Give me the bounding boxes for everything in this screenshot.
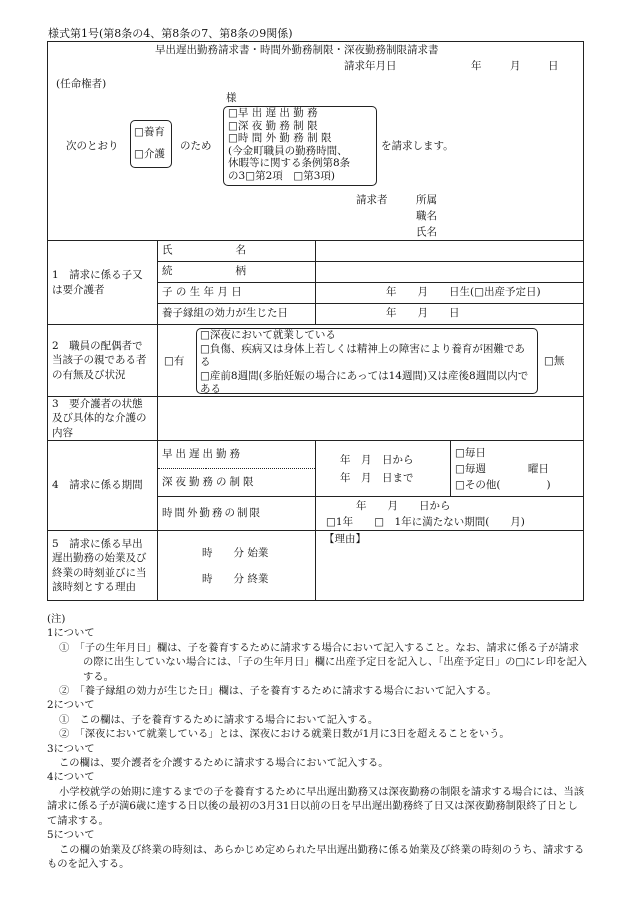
note4-heading: 4について [47,771,95,784]
condition-night-work[interactable]: □深夜において就業している [200,329,336,341]
field-name-label: 氏 名 [158,241,316,262]
period-from: 年 月 日から [340,453,414,466]
purpose-option-nursing[interactable]: □介護 [134,148,165,160]
date-year: 年 [471,60,482,72]
notes-heading: (注) [47,613,66,625]
period-type-early-late: 早出遅出勤務 [158,441,316,469]
care-details-value[interactable] [158,397,584,441]
overtime-from: 年 月 日から [356,499,451,512]
freq-weekday: 曜日 [527,462,549,475]
overtime-period[interactable] [316,497,584,531]
period-type-overtime: 時間外勤務の制限 [158,497,316,531]
field-relation-value[interactable] [316,262,584,283]
position-label: 職名 [416,210,437,222]
form-number: 様式第1号(第8条の4、第8条の7、第8条の9関係) [48,27,293,40]
start-time: 時 分 始業 [202,546,269,559]
request-suffix: を請求します。 [381,140,454,152]
note1-item2: ② 「養子縁組の効力が生じた日」欄は、子を養育するために請求する場合において記入する。 [59,685,497,698]
period-range[interactable] [316,441,451,497]
reason-label: 【理由】 [324,533,366,545]
freq-other[interactable]: □その他( [455,478,501,491]
note3-text: この欄は、要介護者を介護するために請求する場合において記入する。 [59,757,389,770]
requester-label: 請求者 [356,194,388,206]
appointer-label: (任命権者) [56,78,107,90]
condition-pregnancy[interactable]: □産前8週間(多胎妊娠の場合にあっては14週間)又は産後8週間以内である [200,369,529,395]
sama-label: 様 [226,92,237,104]
freq-other-close: ) [546,478,551,491]
intro-text: 次のとおり [66,140,119,152]
ordinance-note-2: 休暇等に関する条例第8条 [228,157,351,170]
reason-cell[interactable] [316,531,584,601]
section3-label: 3 要介護者の状態及び具体的な介護の内容 [48,397,158,441]
note2-heading: 2について [47,699,95,712]
spouse-no-checkbox[interactable]: □無 [544,355,565,367]
note5-text: この欄の始業及び終業の時刻は、あらかじめ定められた早出遅出勤務に係る始業及び終業の時刻のうち、請求するものを記入する。 [47,843,585,870]
spouse-conditions-list [200,329,534,397]
note4-text: 小学校就学の始期に達するまでの子を養育するために早出遅出勤務又は深夜勤務の制限を請求する場合には、当該請求に係る子が満6歳に達する日以後の最初の3月31日以前の日を早出遅出勤務終了日又は深夜勤務制限終了日として請求する。 [47,785,585,827]
request-date-label: 請求年月日 [344,60,397,72]
period-to: 年 月 日まで [340,471,414,484]
notes-section [47,612,587,871]
end-time: 時 分 終業 [202,572,269,585]
overtime-duration[interactable]: □1年 □ 1年に満たない期間( 月) [326,515,525,528]
form-title: 早出遅出勤務請求書・時間外勤務制限・深夜勤務制限請求書 [155,44,439,56]
ordinance-note-1: (今金町職員の勤務時間、 [228,144,348,157]
spouse-status-cell [158,325,584,397]
field-relation-label: 続 柄 [158,262,316,283]
request-type-overtime[interactable]: □時 間 外 勤 務 制 限 [228,132,332,145]
ordinance-note-3[interactable]: の3□第2項 □第3項) [228,169,335,182]
date-month: 月 [510,60,521,72]
period-frequency [451,441,584,497]
section1-label: 1 請求に係る子又は要介護者 [48,241,158,325]
field-adoption-label: 養子縁組の効力が生じた日 [158,304,316,325]
section2-label: 2 職員の配偶者で当該子の親である者の有無及び状況 [48,325,158,397]
for-text: のため [180,140,212,152]
field-birthdate-label: 子 の 生 年 月 日 [158,283,316,304]
purpose-option-care[interactable]: □養育 [134,126,165,138]
field-birthdate-value[interactable]: 年 月 日生(□出産予定日) [316,283,584,304]
note3-heading: 3について [47,742,95,755]
spouse-yes-checkbox[interactable]: □有 [164,355,185,367]
period-type-night: 深夜勤務の制限 [158,469,316,497]
note5-heading: 5について [47,829,95,842]
request-type-early-late[interactable]: □早 出 遅 出 勤 務 [228,107,318,119]
field-adoption-value[interactable]: 年 月 日 [316,304,584,325]
freq-daily[interactable]: □毎日 [455,446,486,459]
note1-item1: ① 「子の生年月日」欄は、子を養育するために請求する場合において記入すること。なお、請求に係る子が請求の際に出生していない場合には、「子の生年月日」欄に出産予定日を記入し、「出産予定日」の□にレ印を記入する。 [59,641,587,683]
note1-heading: 1について [47,627,95,640]
request-form-table [47,41,584,601]
note2-item2: ② 「深夜において就業している」とは、深夜における就業日数が1月に3日を超えることをいう。 [59,728,510,741]
condition-illness[interactable]: □負傷、疾病又は身体上若しくは精神上の障害により養育が困難である [200,342,525,368]
field-name-value[interactable] [316,241,584,262]
request-type-night[interactable]: □深 夜 勤 務 制 限 [228,119,318,132]
form-header [48,42,584,241]
section5-label: 5 請求に係る早出遅出勤務の始業及び終業の時刻並びに当該時刻とする理由 [48,531,158,601]
date-day: 日 [548,60,559,72]
freq-weekly[interactable]: □毎週 [455,462,486,475]
affiliation-label: 所属 [416,194,437,206]
work-time-cell[interactable] [158,531,316,601]
section4-label: 4 請求に係る期間 [48,441,158,531]
name-label: 氏名 [416,226,437,238]
note2-item1: ① この欄は、子を養育するために請求する場合において記入する。 [59,713,379,726]
request-type-list [228,107,350,183]
